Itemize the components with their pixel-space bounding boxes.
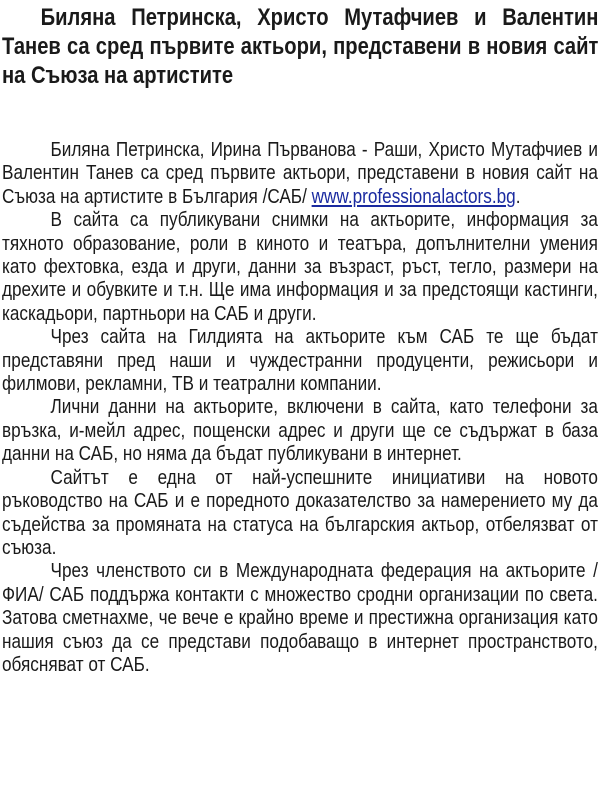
paragraph-4: Лични данни на актьорите, включени в сайта, като телефони за връзка, и-мейл адрес, пощенски адрес и други ще се съдържат в база данни на САБ, но няма да бъдат публикувани в интернет. xyxy=(2,395,598,466)
paragraph-6: Чрез членството си в Международната федерация на актьорите /ФИА/ САБ поддържа контакти с множество сродни организации по света. Затова сметнахме, че вече е крайно време и престижна организация като нашия съюз да се представи подобаващо в интернет пространството, обясняват от САБ. xyxy=(2,559,598,676)
paragraph-3: Чрез сайта на Гилдията на актьорите към САБ те ще бъдат представяни пред наши и чуждестранни продуценти, режисьори и филмови, рекламни, ТВ и театрални компании. xyxy=(2,325,598,396)
paragraph-1-text: Биляна Петринска, Ирина Първанова - Раши, Христо Мутафчиев и Валентин Танев са сред първите актьори, представени в новия сайт на Съюза на артистите в България /САБ/ xyxy=(2,138,598,208)
paragraph-1-end: . xyxy=(515,184,521,208)
paragraph-5: Сайтът е една от най-успешните инициативи на новото ръководство на САБ и е поредното доказателство за намерението му да съдейства за промяната на статуса на българския актьор, отбелязват от съюза. xyxy=(2,465,598,559)
paragraph-2: В сайта са публикувани снимки на актьорите, информация за тяхното образование, роли в киното и театъра, допълнителни умения като фехтовка, езда и други, данни за възраст, ръст, тегло, размери на дрехите и обувките и т.н. Ще има информация и за предстоящи кастинги, каскадьори, партньори на САБ и други. xyxy=(2,208,598,325)
article-title: Биляна Петринска, Христо Мутафчиев и Валентин Танев са сред първите актьори, представени в новия сайт на Съюза на артистите xyxy=(2,4,599,89)
article-body xyxy=(2,138,598,676)
website-link[interactable]: www.professionalactors.bg xyxy=(311,184,516,208)
paragraph-1 xyxy=(2,138,598,208)
document-page xyxy=(2,0,599,676)
